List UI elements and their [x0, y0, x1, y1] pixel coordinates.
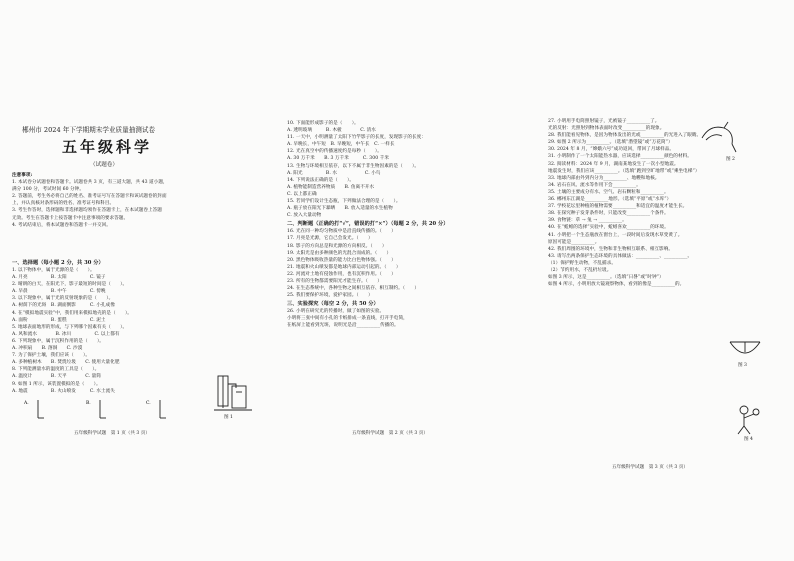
question-line: 17. 月亮是光源，它自己会发光。（ ） [287, 236, 373, 242]
question-line: 3. 以下现象中，属于光的反射现象的是（ ）。 [12, 296, 114, 302]
question-line: A. 面粉 B. 蛋糕 C. 泥土 [12, 317, 106, 323]
question-line: 36. 郴州东江湖是__________地形。（选填“平原”或“水库”） [548, 197, 672, 203]
question-line: 在纸屏上能看到光斑，说明光是沿__________传播的。 [287, 323, 399, 329]
question-line: 15. 若同学们设计生态瓶，下列做法合理的是（ ）。 [287, 199, 401, 205]
question-line: 37. 学校花坛里种植的植物需要__________和适宜的温度才能生长。 [548, 204, 688, 210]
question-line: 41. 小明把一个生态瓶放在窗台上，一段时间后发现水草变黄了。 [548, 232, 683, 238]
notes-lines [12, 179, 254, 229]
notes-line: 满分 100 分，考试时间 60 分钟。 [12, 187, 84, 193]
edition-label: （试题卷） [90, 162, 118, 168]
question-line: A. 瓶子放在阳光下暴晒 B. 放入适量的水生植物 [287, 206, 393, 212]
question-line: 16. 光在同一种均匀物质中是沿直线传播的。（ ） [287, 229, 396, 235]
question-line: 7. 为了保护土壤，我们应该（ ）。 [12, 353, 90, 359]
question-line: A. 阳光 B. 水 C. 小鸟 [287, 170, 381, 176]
question-line: A. 30 万千米 B. 3 万千米 C. 300 千米 [287, 156, 389, 162]
question-line: 23. 所有的生物都需要阳光才能生存。（ ） [287, 278, 382, 284]
question-line: A. 早晨 B. 中午 C. 傍晚 [12, 289, 106, 295]
question-line: 小明将三张中间有小孔的卡纸排成一条直线，打开手电筒， [287, 316, 408, 322]
section-heading: 一、选择题（每小题 2 分，共 30 分） [12, 260, 104, 266]
question-line: 39. 食物链：草 → 兔 → __________。 [548, 218, 627, 224]
question-line: 27. 小明用手电筒照射镜子，光被镜子__________了。 [548, 119, 660, 124]
question-line: 如图 3 所示，这是__________。（选填“日晷”或“时钟”） [548, 275, 664, 281]
question-line: 26. 小明在研究光的传播时，做了如图的实验。 [287, 309, 385, 315]
figure-3-sketch [728, 338, 762, 362]
section-heading: 三、实验探究（每空 2 分，共 50 分） [287, 301, 379, 308]
question-line: A. 温度计 B. 天平 C. 量筒 [12, 374, 101, 380]
figure-3-label: 图 3 [738, 363, 747, 368]
question-line: 30. 2024 年 8 月，“嫦娥六号”成功返回，带回了月球样品。 [548, 147, 675, 153]
question-line: 5. 地球表面地形的形成，与下列哪个因素有关（ ）。 [12, 324, 128, 330]
figure-1-label: 图 1 [224, 415, 233, 420]
page-2-footer: 五年级科学试题 第 2 页（共 3 页） [352, 431, 429, 436]
question-line: 地震发生时，我们应该__________。（选填“跑到空旷地带”或“乘坐电梯”） [548, 168, 700, 174]
question-line: 34. 岩石在风、流水等作用下会__________。 [548, 182, 641, 188]
question-line: 8. 下列能测量水的温度的工具是（ ）。 [12, 367, 100, 373]
question-line: 40. 在“蚯蚓的选择”实验中，蚯蚓喜欢__________的环境。 [548, 225, 669, 231]
question-line: C. 以上都正确 [287, 191, 317, 197]
notes-line: 上，并认真核对条形码的姓名、准考证号和科目。 [12, 201, 115, 207]
question-line: 13. 生物与环境相互依存，以下不属于非生物因素的是（ ）。 [287, 163, 420, 169]
notes-block [12, 172, 254, 229]
column-2-questions [287, 120, 537, 330]
question-line: A. 树荫下的光斑 B. 湖面倒影 C. 小孔成像 [12, 303, 115, 309]
question-line: 33. 地球内部由外到内分为__________、地幔和地核。 [548, 175, 660, 181]
page-3-footer: 五年级科学试题 第 3 页（共 3 页） [612, 465, 689, 470]
figure-4-sketch [732, 404, 762, 438]
question-line: 4. 在“模拟地震实验”中，我们用来模拟地壳的是（ ）。 [12, 310, 132, 316]
question-line: 6. 下列现象中，属于沉积作用的是（ ）。 [12, 338, 104, 344]
question-line: 29. 如图 2 所示为__________。（选填“潜望镜”或“万花筒”） [548, 140, 673, 146]
question-line: 11. 一天中，小明测量了太阳下竹竿影子的长度，发现影子的长度： [287, 135, 426, 141]
question-line: A. 冲积扇 B. 溶洞 C. 沙漠 [12, 346, 83, 352]
question-line: A. 透明玻璃 B. 木板 C. 清水 [287, 128, 376, 134]
figure-2-sketch [698, 118, 742, 160]
figure-2-label: 图 2 [726, 157, 735, 162]
question-line: A. 风和流水 B. 冰川 C. 以上都有 [12, 331, 120, 337]
question-line: A. 植物能制造营养物质 B. 鱼离不开水 [287, 184, 375, 190]
question-line: 光的反射：光照射到物体表面时改变__________的现象。 [548, 126, 665, 132]
question-9-options-sketch [24, 398, 204, 424]
figure-4-label: 图 4 [744, 437, 753, 442]
notes-line: 4. 考试结束后，将本试题卷和答题卡一并交回。 [12, 222, 111, 228]
exam-title: 郴州市 2024 年下学期期末学业质量抽测试卷 [22, 126, 156, 134]
question-line: A. 多种植树木 B. 焚烧垃圾 C. 使用大量化肥 [12, 360, 120, 366]
question-line: 31. 小明制作了一个太阳能热水器，应该选择__________颜色的材料。 [548, 154, 692, 160]
question-line: 如图 4 所示，小明用放大镜观察物体，看到的像是__________的。 [548, 282, 685, 288]
notes-line: 无效。考生在答题卡上按答题卡中注意事项的要求答题。 [12, 215, 129, 221]
question-line: 18. 影子的方向总是和光源的方向相反。（ ） [287, 243, 387, 249]
question-line: 9. 如图 1 所示，该装置模拟的是（ ）。 [12, 381, 101, 387]
figure-1-apparatus [212, 372, 262, 418]
question-line: （1）保护野生动物，不乱捕杀。 [548, 260, 616, 266]
question-line: 22. 河流对土地有侵蚀作用，也有沉积作用。（ ） [287, 271, 396, 277]
question-line: 38. 在探究种子发芽条件时，只能改变__________个条件。 [548, 211, 669, 217]
svg-text:A.: A. [24, 401, 29, 406]
question-line: 42. 我们周围的环境中，生物和非生物相互联系、相互影响。 [548, 246, 674, 252]
page-1-footer: 五年级科学试题 第 1 页（共 3 页） [74, 431, 151, 436]
notes-title: 注意事项: [12, 173, 33, 178]
question-line: 原因可能是__________。 [548, 239, 600, 245]
question-line: 43. 请写出两条保护生态环境的具体做法：__________、__________。 [548, 253, 693, 259]
question-line: C. 放入大量动物 [287, 213, 322, 219]
question-line: A. 月亮 B. 太阳 C. 镜子 [12, 275, 106, 281]
question-line: 32. 阅读材料：2024 年 9 月，湖南某地发生了一次小型地震。 [548, 161, 679, 167]
subject-title: 五年级科学 [62, 138, 153, 156]
section-heading: 二、判断题（正确的打“√”，错误的打“×”）（每题 2 分，共 20 分） [287, 221, 449, 228]
question-line: 12. 光在真空中的传播速度约是每秒（ ）。 [287, 149, 382, 155]
question-line: 25. 我们要保护环境，爱护家园。（ ） [287, 293, 373, 299]
question-line: 19. 太阳光是由多种颜色的光混合而成的。（ ） [287, 250, 392, 256]
notes-line: 3. 考生作答时，选择题和非选择题均须作在答题卡上，在本试题卷上答题 [12, 208, 162, 214]
question-line: 35. 土壤的主要成分有水、空气、岩石颗粒和__________。 [548, 189, 669, 195]
svg-text:B.: B. [86, 401, 91, 406]
question-line: 2. 晴朗的白天，在阳光下，影子最短的时间是（ ）。 [12, 282, 128, 288]
question-line: A. 地震 B. 火山喷发 C. 水土流失 [12, 388, 115, 394]
question-line: 14. 下列说法正确的是（ ）。 [287, 177, 355, 183]
question-line: 10. 下面能形成影子的是（ ）。 [287, 121, 359, 126]
question-line: （2）节约用水，不乱扔垃圾。 [548, 267, 612, 273]
notes-line: 2. 答题前，考生务必将自己的姓名、准考证号写在答题卡和该试题卷的封面 [12, 194, 167, 200]
notes-line: 1. 本试卷分试题卷和答题卡。试题卷共 3 页，有三道大题，共 43 道小题， [12, 180, 168, 186]
question-line: 24. 在生态系统中，各种生物之间相互依存、相互制约。（ ） [287, 286, 420, 292]
question-line: 1. 以下物体中，属于光源的是（ ）。 [12, 268, 95, 273]
question-line: 21. 地震和火山喷发都是地球内部运动引起的。（ ） [287, 264, 401, 270]
question-line: A. 早晚长，中午短 B. 早晚短，中午长 C. 一样长 [287, 142, 395, 148]
svg-text:C.: C. [146, 401, 151, 406]
question-line: 28. 我们能看见物体，是因为物体发出的光或__________的光进入了眼睛。 [548, 133, 702, 139]
column-3-questions [548, 118, 786, 288]
question-line: 20. 黑色物体吸收热量的能力比白色物体强。（ ） [287, 257, 396, 263]
